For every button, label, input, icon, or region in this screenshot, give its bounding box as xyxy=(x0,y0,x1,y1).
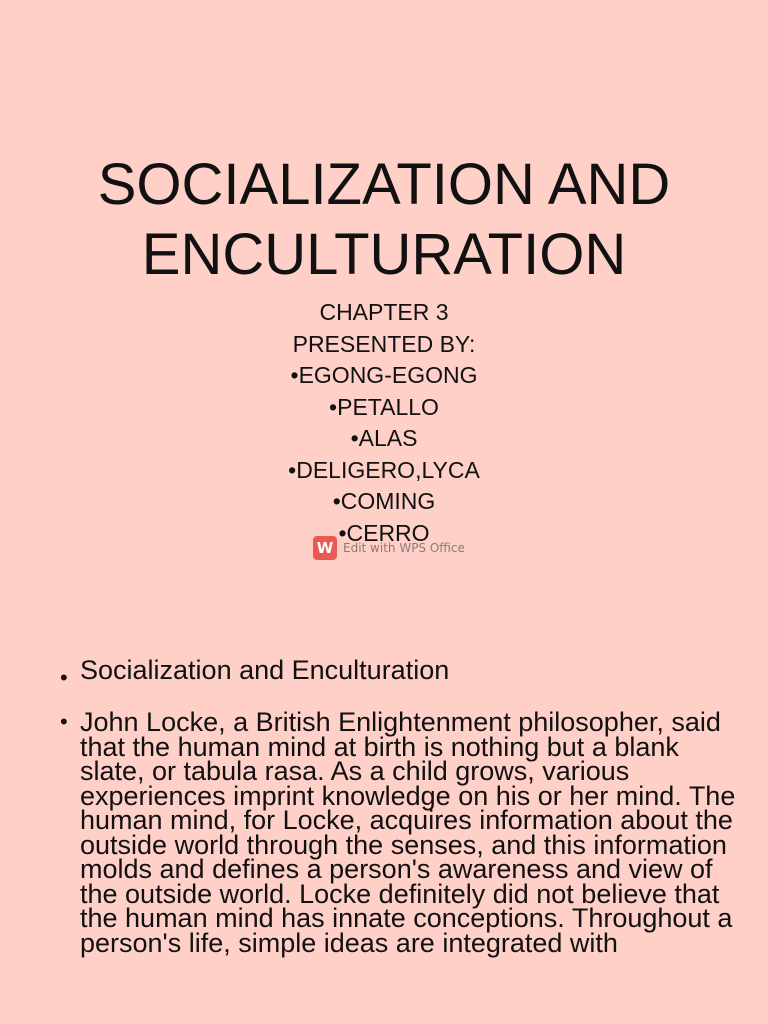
bullet-text: Socialization and Enculturation xyxy=(80,655,450,685)
wps-watermark-text: Edit with WPS Office xyxy=(343,541,465,555)
presenter-name: •DELIGERO,LYCA xyxy=(288,456,480,483)
bullet-text: John Locke, a British Enlightenment philosopher, said that the human mind at birth is nothing but a blank slate, or tabula rasa. As a child grows, various experiences imprint knowledge on his or her mind. The human mind, for Locke, acquires information about the outside world through the senses, and this information molds and defines a person's awareness and view of the outside world. Locke definitely did not believe that the human mind has innate conceptions. Throughout a person's life, simple ideas are integrated with xyxy=(80,707,736,958)
slide-title xyxy=(0,150,768,290)
chapter-label: CHAPTER 3 xyxy=(319,299,449,325)
bullet-list xyxy=(60,650,740,989)
list-item xyxy=(60,650,740,690)
list-item xyxy=(60,707,740,958)
bullet-icon: • xyxy=(60,665,68,690)
wps-watermark xyxy=(313,536,465,560)
presenter-name: •EGONG-EGONG xyxy=(290,362,478,388)
presenter-name: •CERRO xyxy=(338,519,430,546)
presenter-name: •COMING xyxy=(332,488,436,514)
presenter-name: •PETALLO xyxy=(329,393,439,420)
wps-logo-icon: W xyxy=(313,536,337,560)
title-line-2: ENCULTURATION xyxy=(141,222,627,287)
title-line-1: SOCIALIZATION AND xyxy=(97,152,671,217)
bullet-icon: • xyxy=(60,709,68,734)
presented-by-label: PRESENTED BY: xyxy=(292,330,476,357)
presenter-name: •ALAS xyxy=(350,425,418,451)
slide-subtitle xyxy=(0,297,768,549)
content-slide xyxy=(0,600,768,1024)
